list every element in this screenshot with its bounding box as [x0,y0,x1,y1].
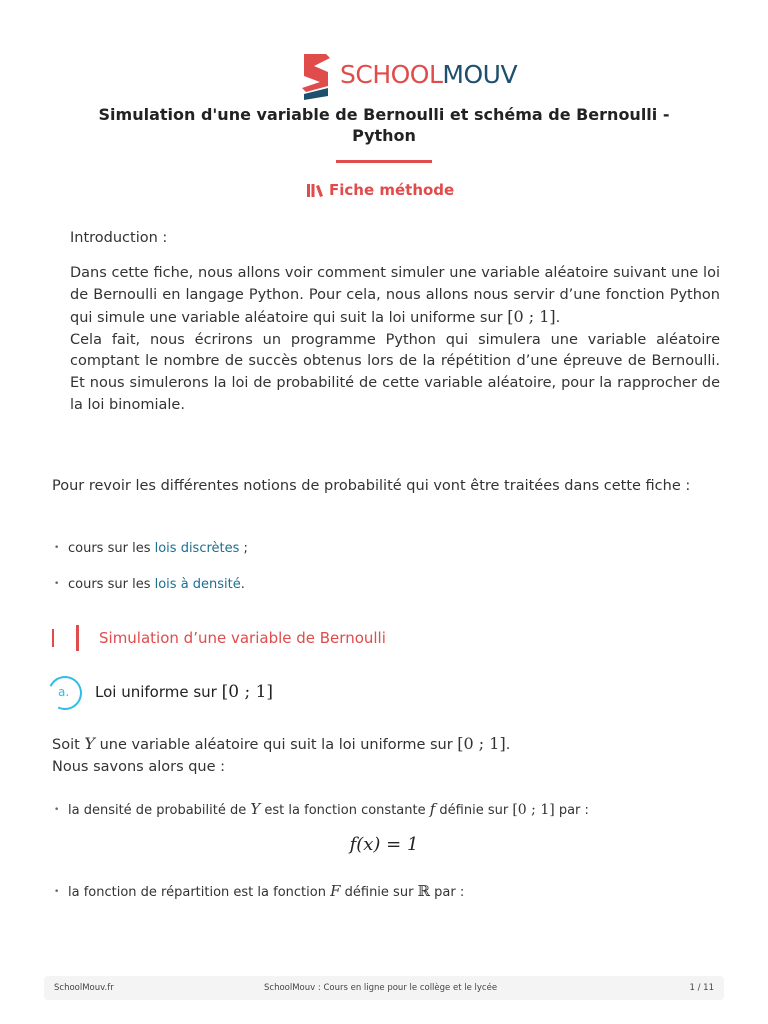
list-item: • la densité de probabilité de Y est la fonction constante f définie sur [0 ; 1] par : [54,800,589,818]
soit-paragraph: Soit Y une variable aléatoire qui suit la loi uniforme sur [0 ; 1]. Nous savons alors que : [52,734,511,775]
footer-tagline: SchoolMouv : Cours en ligne pour le collège et le lycée [264,983,498,993]
page-footer [44,976,724,1000]
books-icon [307,183,325,197]
schoolmouv-logo[interactable] [300,52,518,102]
bullet-icon: • [54,579,60,589]
link-lois-discretes[interactable]: lois discrètes [154,541,240,556]
revoir-text: Pour revoir les différentes notions de probabilité qui vont être traitées dans cette fiche : [52,478,691,494]
fiche-type [307,181,454,199]
list-item: • cours sur les lois discrètes ; [54,541,248,556]
document-title: Simulation d'une variable de Bernoulli et schéma de Bernoulli - Python [98,105,670,145]
subsection-title: Loi uniforme sur [0 ; 1] [95,682,274,702]
section-marker [52,629,54,647]
section-marker [76,625,79,651]
title-underline [336,160,432,163]
bullet-icon: • [54,543,60,553]
link-lois-densite[interactable]: lois à densité [154,577,241,592]
formula-density: f(x) = 1 [349,834,419,855]
fiche-label: Fiche méthode [329,181,455,199]
list-item: • la fonction de répartition est la fonction F définie sur ℝ par : [54,882,465,900]
logo-wordmark: SCHOOLMOUV [340,60,518,89]
footer-site[interactable]: SchoolMouv.fr [54,983,114,993]
bullet-icon: • [54,805,60,815]
schoolmouv-s-logo [300,52,332,102]
list-item: • cours sur les lois à densité. [54,577,245,592]
intro-label: Introduction : [70,230,168,246]
subsection-label: a. [58,685,70,699]
page-number: 1 / 11 [689,983,714,993]
bullet-icon: • [54,887,60,897]
section-title: Simulation d’une variable de Bernoulli [99,629,386,647]
intro-body: Dans cette fiche, nous allons voir comment simuler une variable aléatoire suivant une loi de Bernoulli en langage Python. Pour cela, nous allons nous servir d’une fonction Python qui simule une variable aléatoire qui suit la loi uniforme sur [0 ; 1]. Cela fait, nous écrirons un programme Python qui simulera une variable aléatoire comptant le nombre de succès obtenus lors de la répétition d’une épreuve de Bernoulli. Et nous simulerons la loi de probabilité de cette variable aléatoire, pour la rapprocher de la loi binomiale. [70,265,720,413]
